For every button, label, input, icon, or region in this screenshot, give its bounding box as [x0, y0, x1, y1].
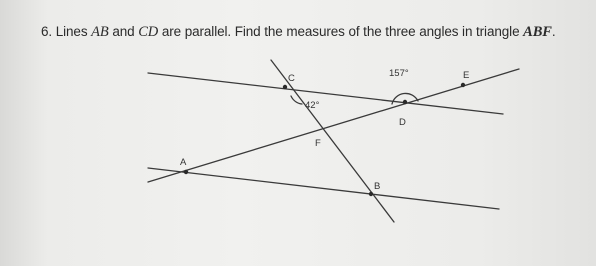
point-b-dot	[369, 192, 373, 196]
problem-number: 6.	[41, 24, 53, 39]
label-b: B	[374, 181, 381, 192]
angle-label-157: 157°	[389, 68, 409, 79]
label-f: F	[315, 138, 321, 149]
angle-arc-42	[291, 96, 302, 104]
triangle-name: ABF	[523, 24, 552, 40]
problem-text-and: and	[112, 24, 135, 39]
point-a-dot	[184, 170, 188, 174]
point-e-dot	[461, 83, 465, 87]
label-c: C	[288, 73, 295, 84]
line-cd-name: CD	[138, 24, 159, 40]
problem-period: .	[551, 24, 556, 39]
label-a: A	[180, 157, 187, 168]
label-d: D	[399, 117, 406, 128]
point-d-dot	[403, 100, 407, 104]
angle-label-42: 42°	[305, 100, 320, 111]
line-ab-name: AB	[91, 24, 109, 40]
transversal-cb	[271, 60, 394, 222]
line-ab	[148, 168, 499, 209]
problem-text-main: are parallel. Find the measures of the three angles in triangle	[161, 24, 520, 39]
label-e: E	[463, 70, 470, 81]
problem-text-lines: Lines	[55, 24, 88, 39]
line-cd	[148, 73, 503, 114]
point-c-dot	[283, 85, 287, 89]
